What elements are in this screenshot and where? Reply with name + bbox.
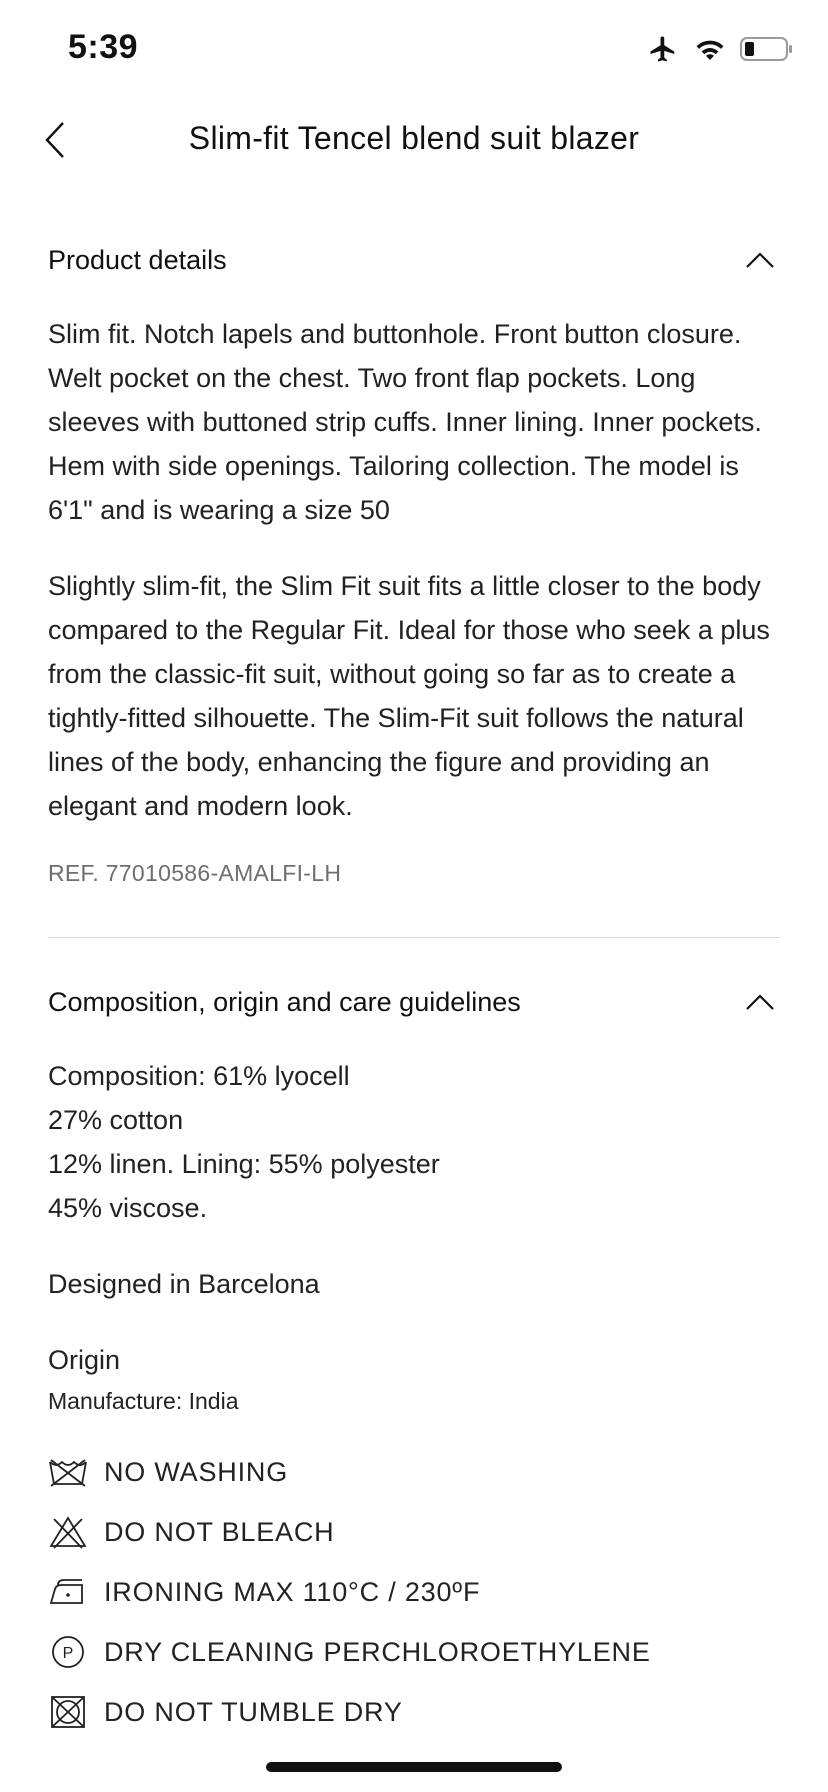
status-time: 5:39 <box>68 28 139 66</box>
header <box>0 110 828 170</box>
composition-lines <box>48 1054 780 1230</box>
chevron-up-icon[interactable] <box>740 982 780 1022</box>
do-not-bleach-icon <box>48 1514 88 1550</box>
origin-value: Manufacture: India <box>48 1388 239 1414</box>
care-text: DRY CLEANING PERCHLOROETHYLENE <box>104 1636 651 1667</box>
composition-line: 45% viscose. <box>48 1193 208 1223</box>
care-text: DO NOT BLEACH <box>104 1516 335 1547</box>
svg-text:P: P <box>62 1645 74 1662</box>
product-details-section <box>48 230 780 887</box>
product-description: Slim fit. Notch lapels and buttonhole. Front button closure. Welt pocket on the chest. Two front flap pockets. Long sleeves with buttoned strip cuffs. Inner lining. Inner pockets. Hem with side openings. Tailoring collection. The model is 6'1" and is wearing a size 50 <box>48 319 762 525</box>
care-item <box>48 1622 780 1682</box>
airplane-icon <box>646 34 680 69</box>
content <box>48 230 780 1742</box>
do-not-tumble-dry-icon <box>48 1694 88 1730</box>
care-text: IRONING MAX 110°C / 230ºF <box>104 1576 481 1607</box>
composition-section <box>48 972 780 1742</box>
composition-title: Composition, origin and care guidelines <box>48 986 521 1017</box>
dry-clean-p-icon <box>48 1634 88 1670</box>
composition-line: Composition: 61% lyocell <box>48 1061 350 1091</box>
section-divider <box>48 937 780 938</box>
wifi-icon <box>694 36 726 67</box>
no-washing-icon <box>48 1454 88 1490</box>
care-item <box>48 1442 780 1502</box>
care-text: NO WASHING <box>104 1456 289 1487</box>
fit-description: Slightly slim-fit, the Slim Fit suit fits a little closer to the body compared to the Regular Fit. Ideal for those who seek a plus from the classic-fit suit, without going so far as to create a tightly-fitted silhouette. The Slim-Fit suit follows the natural lines of the body, enhancing the figure and providing an elegant and modern look. <box>48 571 770 821</box>
care-list <box>48 1442 780 1742</box>
product-details-title: Product details <box>48 244 227 275</box>
designed-in: Designed in Barcelona <box>48 1269 320 1299</box>
battery-icon <box>740 36 794 67</box>
origin-label: Origin <box>48 1345 121 1375</box>
composition-header[interactable] <box>48 972 780 1032</box>
status-bar <box>0 0 828 100</box>
product-details-header[interactable] <box>48 230 780 290</box>
care-item <box>48 1682 780 1742</box>
product-reference: REF. 77010586-AMALFI-LH <box>48 860 342 886</box>
home-indicator[interactable] <box>266 1762 562 1772</box>
composition-line: 12% linen. Lining: 55% polyester <box>48 1149 440 1179</box>
care-item <box>48 1502 780 1562</box>
composition-line: 27% cotton <box>48 1105 184 1135</box>
page-title: Slim-fit Tencel blend suit blazer <box>188 120 640 156</box>
care-item <box>48 1562 780 1622</box>
status-icons <box>646 34 794 69</box>
care-text: DO NOT TUMBLE DRY <box>104 1696 403 1727</box>
chevron-up-icon[interactable] <box>740 240 780 280</box>
iron-icon <box>48 1574 88 1610</box>
